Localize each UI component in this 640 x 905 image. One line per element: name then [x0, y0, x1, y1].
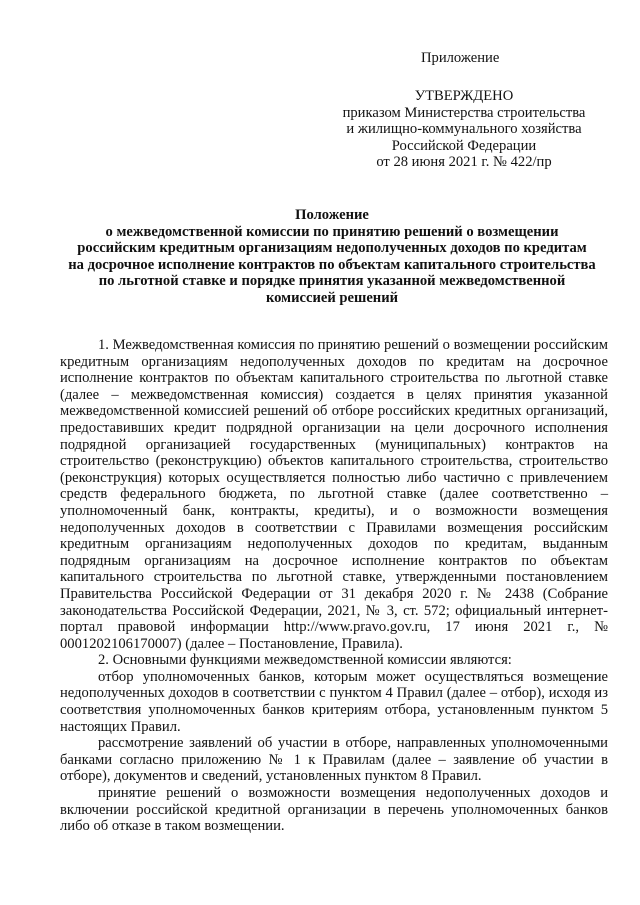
paragraph-functions-review: рассмотрение заявлений об участии в отборе, направленных уполномоченными банками согласно приложению № 1 к Правилам (далее – заявление об участии в отборе), документов и сведений, установленных пунктом 8 Правил.	[60, 735, 608, 785]
title-line: российским кредитным организациям недополученных доходов по кредитам	[77, 240, 587, 257]
approval-heading: УТВЕРЖДЕНО	[414, 88, 514, 104]
paragraph-1: 1. Межведомственная комиссия по принятию решений о возмещении российским кредитным организациям недополученных доходов по кредитам на досрочное исполнение контрактов по объектам капитального строительства по льготной ставке (далее – межведомственная комиссия) создается в целях принятия указанной межведомственной комиссией решений об отборе российских кредитных организаций, предоставивших кредит подрядной организации на цели досрочного исполнения подрядной организацией государственных (муниципальных) контрактов на строительство (реконструкцию) объектов капитального строительства, строительство (реконструкция) которых осуществляется полностью либо частично с привлечением средств федерального бюджета, по льготной ставке (далее соответственно – уполномоченный банк, контракты, кредиты), и о возможности возмещения недополученных доходов в соответствии с Правилами возмещения российским кредитным организациям недополученных доходов по кредитам, выданным подрядным организациям на досрочное исполнение контрактов по объектам капитального строительства по льготной ставке, утвержденными постановлением Правительства Российской Федерации от 31 декабря 2020 г. № 2438 (Собрание законодательства Российской Федерации, 2021, № 3, ст. 572; официальный интернет-портал правовой информации http://www.pravo.gov.ru, 17 июня 2021 г., № 0001202106170007) (далее – Постановление, Правила).	[60, 337, 608, 652]
paragraph-functions-decision: принятие решений о возможности возмещения недополученных доходов и включении российской кредитной организации в перечень уполномоченных банков либо об отказе в таком возмещении.	[60, 785, 608, 835]
approval-line: от 28 июня 2021 г. № 422/пр	[376, 154, 552, 171]
title-line: комиссией решений	[265, 289, 399, 306]
approval-line: и жилищно-коммунального хозяйства	[346, 121, 582, 138]
document-title	[52, 207, 612, 307]
approval-block	[318, 88, 610, 171]
document-body	[60, 337, 608, 835]
paragraph-functions-selection: отбор уполномоченных банков, которым может осуществляться возмещение недополученных доходов в соответствии с пунктом 4 Правил (далее – отбор), исходя из соответствия уполномоченных банков критериям отбора, установленным пунктом 5 настоящих Правил.	[60, 668, 608, 735]
title-line: Положение	[295, 207, 369, 223]
title-line: о межведомственной комиссии по принятию решений о возмещении	[105, 223, 559, 240]
title-line: по льготной ставке и порядке принятия указанной межведомственной	[98, 273, 566, 290]
annex-label: Приложение	[421, 50, 500, 66]
paragraph-2: 2. Основными функциями межведомственной комиссии являются:	[98, 652, 512, 669]
approval-line: Российской Федерации	[391, 137, 537, 154]
approval-line: приказом Министерства строительства	[342, 104, 586, 121]
title-line: на досрочное исполнение контрактов по объектам капитального строительства	[68, 256, 596, 273]
